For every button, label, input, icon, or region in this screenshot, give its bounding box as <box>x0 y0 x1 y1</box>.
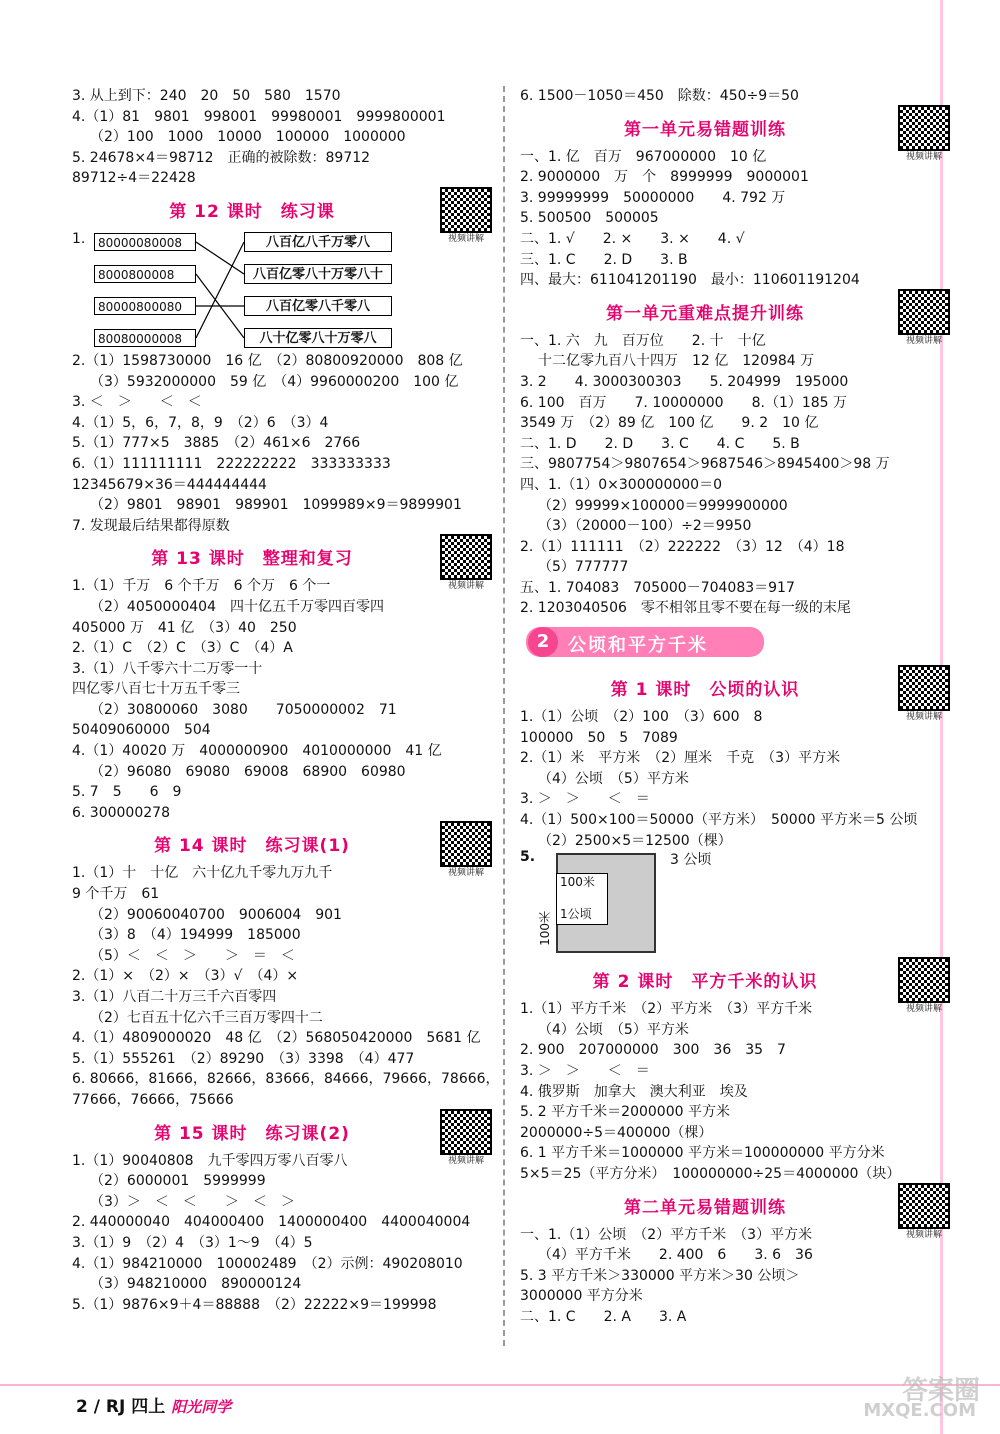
hectare-label: 1公顷 <box>560 907 592 922</box>
answer-line: 二、1. C 2. A 3. A <box>520 1308 687 1325</box>
answer-line: （4）平方千米 2. 400 6 3. 6 36 <box>538 1247 813 1264</box>
answer-line: 4.（1）4809000020 48 亿 （2）568050420000 5681 亿 <box>72 1030 481 1047</box>
answer-line: 1.（1）平方千米 （2）平方米 （3）平方千米 <box>520 1001 813 1018</box>
qr-image <box>898 665 950 711</box>
section-title: 第 14 课时 练习课(1) <box>154 836 350 857</box>
answer-line: 二、1. D 2. D 3. C 4. C 5. B <box>520 435 800 452</box>
answer-line: 4.（1）5，6，7，8，9 （2）6 （3）4 <box>72 414 329 431</box>
answer-line: 4.（1）81 9801 998001 99980001 9999800001 <box>72 108 446 125</box>
section-title: 第 1 课时 公顷的认识 <box>610 680 800 701</box>
qr-caption: 视频讲解 <box>447 1155 484 1166</box>
qr-image <box>440 821 492 867</box>
qr-code-icon[interactable] <box>440 534 492 594</box>
page-number: 2 / RJ 四上 <box>76 1397 166 1417</box>
answer-line: 3. 从上到下：240 20 50 580 1570 <box>72 88 341 104</box>
qr-caption: 视频讲解 <box>905 151 942 162</box>
answer-line: 4.（1）984210000 100002489 （2）示例：490208010 <box>72 1255 463 1272</box>
qr-caption: 视频讲解 <box>447 581 484 592</box>
match-lines <box>196 229 256 351</box>
answer-line: 12345679×36＝444444444 <box>72 476 267 493</box>
top-length-label: 100米 <box>560 875 595 890</box>
qr-caption: 视频讲解 <box>447 868 484 879</box>
watermark-url: MXQE.COM <box>863 1400 976 1421</box>
answer-line: 2. 1203040506 零不相邻且零不要在每一级的末尾 <box>520 600 851 617</box>
answer-line: 二、1. √ 2. × 3. × 4. √ <box>520 230 745 247</box>
answer-line: 5. 3 平方千米＞330000 平方米＞30 公顷＞ <box>520 1267 800 1284</box>
answer-line: 3. ＞ ＞ ＜ ＝ <box>520 1063 650 1079</box>
match-left-box: 80080000008 <box>94 329 196 347</box>
answer-line: 5×5＝25（平方分米） 100000000÷25＝4000000（块） <box>520 1165 901 1182</box>
answer-line: 9 个千万 61 <box>72 886 160 903</box>
answer-line: （2）4050000404 四十亿五千万零四百零四 <box>90 598 384 615</box>
answer-line: 三、9807754＞9807654＞9687546＞8945400＞98 万 <box>520 456 890 473</box>
qr-image <box>440 1109 492 1155</box>
match-left-box: 8000800008 <box>94 265 196 283</box>
answer-line: （2）100 1000 10000 100000 1000000 <box>90 129 406 146</box>
column-divider <box>503 86 505 1346</box>
answer-line: 五、1. 704083 705000－704083＝917 <box>520 579 795 596</box>
question-number: 1. <box>72 230 86 247</box>
answer-line: （2）96080 69080 69008 68900 60980 <box>90 763 406 780</box>
brand-logo: 阳光同学 <box>171 1398 232 1416</box>
watermark-logo: 答案圈 <box>901 1376 980 1406</box>
answer-line: 3. ＞ ＞ ＜ ＝ <box>520 791 650 808</box>
answer-line: 四亿零八百七十万五千零三 <box>72 681 240 698</box>
answer-line: 5. 500500 500005 <box>520 210 659 227</box>
section-title: 第二单元易错题训练 <box>624 1197 786 1218</box>
answer-line: 4.（1）40020 万 4000000900 4010000000 41 亿 <box>72 743 442 760</box>
answer-line: 5. 2 平方千米＝2000000 平方米 <box>520 1104 730 1121</box>
qr-image <box>898 289 950 335</box>
answer-line: 3.（1）八百二十万三千六百零四 <box>72 989 277 1005</box>
match-line <box>196 242 244 338</box>
answer-line: 3. ＜ ＞ ＜ ＜ <box>72 394 202 411</box>
answer-line: 3.（1）八千零六十二万零一十 <box>72 660 263 677</box>
answer-line: 7. 发现最后结果都得原数 <box>72 517 230 534</box>
answer-line: 5. 24678×4＝98712 正确的被除数：89712 <box>72 149 371 166</box>
answer-line: （5）＜ ＜ ＞ ＞ ＝ ＜ <box>90 947 295 964</box>
answer-line: （3）（20000－100）÷2＝9950 <box>538 518 752 535</box>
answer-line: （2）30800060 3080 7050000002 71 <box>90 701 397 718</box>
answer-line: 一、1. 亿 百万 967000000 10 亿 <box>520 148 767 165</box>
figure-answer: 3 公顷 <box>670 852 712 869</box>
answer-line: 1.（1）90040808 九千零四万零八百零八 <box>72 1152 348 1169</box>
answer-line: 1.（1）十 十亿 六十亿九千零九万九千 <box>72 865 333 882</box>
qr-caption: 视频讲解 <box>905 1004 942 1015</box>
qr-code-icon[interactable] <box>440 821 492 881</box>
answer-line: 4.（1）500×100＝50000（平方米） 50000 平方米＝5 公顷 <box>520 812 918 829</box>
answer-line: 100000 50 5 7089 <box>520 729 678 746</box>
answer-line: 6. 1 平方千米＝1000000 平方米＝100000000 平方分米 <box>520 1145 885 1162</box>
answer-line: 6. 300000278 <box>72 804 170 821</box>
qr-caption: 视频讲解 <box>905 1229 942 1240</box>
left-column <box>72 86 500 1315</box>
qr-caption: 视频讲解 <box>447 233 484 244</box>
qr-code-icon[interactable] <box>898 105 950 165</box>
answer-line: 5.（1）9876×9＋4＝88888 （2）22222×9＝199998 <box>72 1296 437 1313</box>
answer-line: 5. 7 5 6 9 <box>72 784 182 801</box>
unit-banner <box>520 625 950 661</box>
answer-line: （2）2500×5＝12500（棵） <box>538 832 732 849</box>
answer-line: （3）5932000000 59 亿 （4）9960000200 100 亿 <box>90 373 459 390</box>
answer-line: 5.（1）777×5 3885 （2）461×6 2766 <box>72 435 361 452</box>
match-right-box: 八十亿零八十万零八 <box>244 328 392 348</box>
match-left-box: 80000800080 <box>94 297 196 315</box>
qr-code-icon[interactable] <box>898 289 950 349</box>
answer-line: 6. 100 百万 7. 10000000 8.（1）185 万 <box>520 394 848 411</box>
answer-line: （5）777777 <box>538 559 629 576</box>
answer-line: （3）948210000 890000124 <box>90 1276 302 1293</box>
answer-line: 四、1.（1）0×300000000＝0 <box>520 476 722 493</box>
answer-line: 2000000÷5＝400000（棵） <box>520 1124 713 1141</box>
answer-line: 1.（1）公顷 （2）100 （3）600 8 <box>520 709 763 726</box>
answer-line: （2）6000001 5999999 <box>90 1173 266 1190</box>
qr-caption: 视频讲解 <box>905 335 942 346</box>
section-title: 第 13 课时 整理和复习 <box>151 549 353 570</box>
answer-line: 5.（1）555261 （2）89290 （3）3398 （4）477 <box>72 1050 415 1067</box>
qr-image <box>898 957 950 1003</box>
section-title: 第一单元重难点提升训练 <box>606 303 804 324</box>
footer-line <box>0 1384 1000 1386</box>
answer-line: 一、1. 六 九 百万位 2. 十 十亿 <box>520 332 766 349</box>
match-right-box: 八百亿零八千零八 <box>244 296 392 316</box>
answer-line: （2）99999×100000＝9999900000 <box>538 497 788 514</box>
qr-code-icon[interactable] <box>898 1183 950 1243</box>
answer-line: （3）8 （4）194999 185000 <box>90 927 301 944</box>
match-right-box: 八百亿八千万零八 <box>244 232 392 252</box>
answer-line: 6.（1）111111111 222222222 333333333 <box>72 455 391 472</box>
qr-image <box>440 187 492 233</box>
unit-title: 公顷和平方千米 <box>568 635 708 657</box>
match-line <box>196 242 244 274</box>
unit-number: 2 <box>528 627 558 657</box>
qr-image <box>898 105 950 151</box>
right-column <box>520 86 950 1328</box>
qr-caption: 视频讲解 <box>905 712 942 723</box>
answer-line: 2.（1）111111 （2）222222 （3）12 （4）18 <box>520 538 845 555</box>
qr-image <box>440 534 492 580</box>
answer-line: 6. 80666，81666，82666，83666，84666，79666，78666， <box>72 1071 500 1088</box>
answer-line: （2）90060040700 9006004 901 <box>90 906 342 923</box>
answer-line: 十二亿零九百八十四万 12 亿 120984 万 <box>538 353 815 370</box>
answer-line: 4. 俄罗斯 加拿大 澳大利亚 埃及 <box>520 1083 748 1100</box>
answer-line: 3. 99999999 50000000 4. 792 万 <box>520 189 786 206</box>
qr-code-icon[interactable] <box>898 665 950 725</box>
answer-line: 2.（1）米 平方米 （2）厘米 千克 （3）平方米 <box>520 750 841 767</box>
section-title: 第一单元易错题训练 <box>624 119 786 140</box>
section-title: 第 2 课时 平方千米的认识 <box>592 972 818 993</box>
answer-line: 2.（1）1598730000 16 亿 （2）80800920000 808 亿 <box>72 352 463 369</box>
answer-line: （4）公顷 （5）平方米 <box>538 770 689 787</box>
answer-line: （4）公顷 （5）平方米 <box>538 1021 689 1038</box>
answer-line: （2）9801 98901 989901 1099989×9＝9899901 <box>90 497 462 514</box>
answer-line: （2）七百五十亿六千三百万零四十二 <box>90 1009 323 1026</box>
answer-line: 3.（1）9 （2）4 （3）1～9 （4）5 <box>72 1234 313 1251</box>
answer-line: 3. 2 4. 3000300303 5. 204999 195000 <box>520 373 849 390</box>
section-title: 第 15 课时 练习课(2) <box>154 1123 350 1144</box>
match-left-box: 80000080008 <box>94 233 196 251</box>
answer-line: 89712÷4＝22428 <box>72 170 196 187</box>
answer-line: 6. 1500－1050＝450 除数：450÷9＝50 <box>520 88 799 104</box>
answer-line: 2. 9000000 万 个 8999999 9000001 <box>520 169 809 186</box>
match-right-box: 八百亿零八十万零八十 <box>244 264 392 284</box>
qr-code-icon[interactable] <box>898 957 950 1017</box>
answer-line: 一、1.（1）公顷 （2）平方千米 （3）平方米 <box>520 1226 813 1243</box>
answer-line: 2.（1）C （2）C （3）C （4）A <box>72 640 293 657</box>
answer-line: 四、最大：611041201190 最小：110601191204 <box>520 272 860 289</box>
matching-figure <box>72 229 492 351</box>
answer-line: 3000000 平方分米 <box>520 1288 643 1305</box>
answer-line: 1.（1）千万 6 个千万 6 个万 6 个一 <box>72 578 331 595</box>
answer-line: 3549 万 （2）89 亿 100 亿 9. 2 10 亿 <box>520 415 819 432</box>
question-number: 5. <box>520 849 536 866</box>
side-length-label: 100米 <box>538 911 552 947</box>
answer-line: 2.（1）× （2）× （3）√ （4）× <box>72 968 299 985</box>
answer-line: （3）＞ ＜ ＜ ＞ ＜ ＞ <box>90 1193 295 1210</box>
area-figure <box>520 851 950 959</box>
answer-line: 77666，76666，75666 <box>72 1091 234 1108</box>
answer-line: 405000 万 41 亿 （3）40 250 <box>72 619 297 636</box>
answer-line: 三、1. C 2. D 3. B <box>520 251 688 268</box>
answer-line: 50409060000 504 <box>72 722 211 739</box>
section-title: 第 12 课时 练习课 <box>169 201 335 222</box>
answer-line: 2. 440000040 404000400 1400000400 4400040004 <box>72 1214 471 1231</box>
footer <box>76 1392 231 1417</box>
qr-code-icon[interactable] <box>440 1109 492 1169</box>
qr-image <box>898 1183 950 1229</box>
answer-line: 2. 900 207000000 300 36 35 7 <box>520 1042 786 1059</box>
